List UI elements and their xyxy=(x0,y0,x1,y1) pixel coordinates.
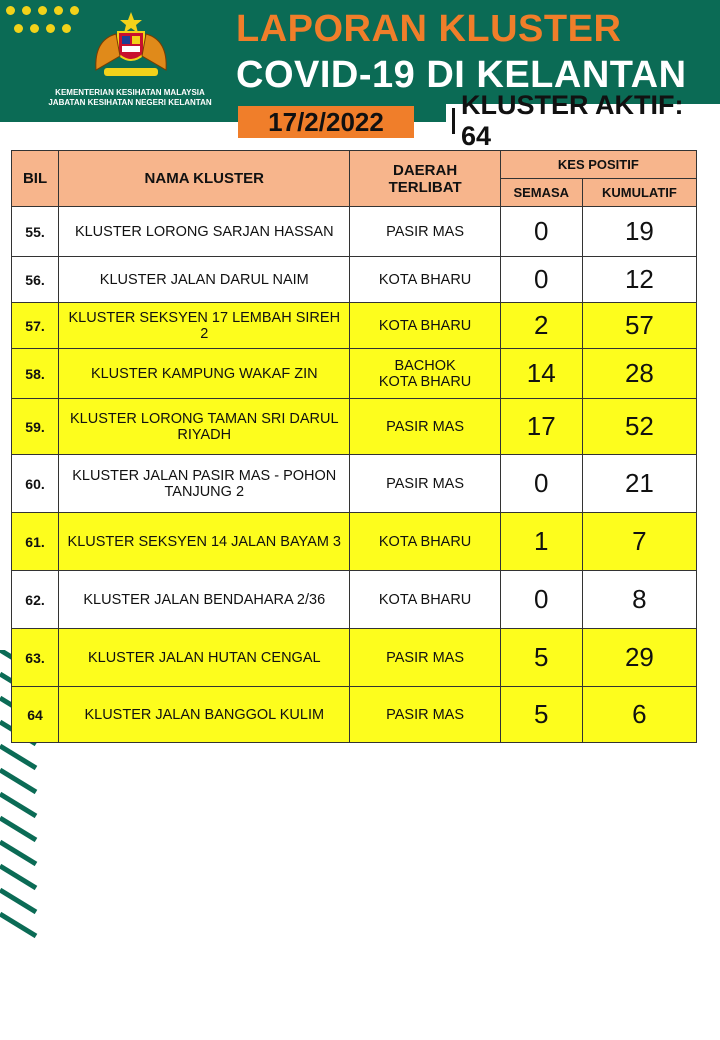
cell-semasa: 17 xyxy=(500,399,582,455)
header-daerah-line-1: DAERAH xyxy=(393,161,458,179)
cluster-table xyxy=(11,150,697,743)
cell-daerah xyxy=(350,513,500,571)
coat-of-arms-icon xyxy=(76,10,186,82)
cell-semasa: 2 xyxy=(500,303,582,349)
cell-daerah xyxy=(350,399,500,455)
cell-cluster-name xyxy=(59,687,350,743)
decorative-dots xyxy=(6,6,86,46)
ministry-label xyxy=(30,88,230,108)
ministry-line-1: KEMENTERIAN KESIHATAN MALAYSIA xyxy=(55,88,205,97)
cell-bil: 61. xyxy=(12,513,59,571)
cell-kumulatif: 28 xyxy=(582,349,696,399)
header-daerah xyxy=(350,151,500,207)
cell-bil: 56. xyxy=(12,257,59,303)
cluster-name-line: KLUSTER JALAN DARUL NAIM xyxy=(99,271,309,288)
cell-cluster-name xyxy=(59,629,350,687)
cell-kumulatif: 57 xyxy=(582,303,696,349)
cell-bil: 58. xyxy=(12,349,59,399)
header-daerah-line-2: TERLIBAT xyxy=(388,178,462,196)
cell-cluster-name xyxy=(59,207,350,257)
cluster-name-line: KLUSTER KAMPUNG WAKAF ZIN xyxy=(90,365,318,382)
cell-semasa: 5 xyxy=(500,629,582,687)
table-row xyxy=(12,349,697,399)
table-row xyxy=(12,207,697,257)
cell-cluster-name xyxy=(59,257,350,303)
cluster-name-line: KLUSTER SEKSYEN 17 LEMBAH SIREH 2 xyxy=(68,309,341,342)
daerah-line: KOTA BHARU xyxy=(378,533,472,550)
table-row xyxy=(12,687,697,743)
cluster-name-line: KLUSTER JALAN BENDAHARA 2/36 xyxy=(83,591,326,608)
daerah-line: BACHOK xyxy=(394,357,456,374)
cell-semasa: 1 xyxy=(500,513,582,571)
active-cluster-label: KLUSTER AKTIF: 64 xyxy=(460,90,684,151)
cell-cluster-name xyxy=(59,571,350,629)
cell-kumulatif: 21 xyxy=(582,455,696,513)
cell-cluster-name xyxy=(59,513,350,571)
table-row xyxy=(12,303,697,349)
cell-bil: 64 xyxy=(12,687,59,743)
cluster-name-line: KLUSTER SEKSYEN 14 JALAN BAYAM 3 xyxy=(67,533,341,550)
cluster-name-line: KLUSTER LORONG TAMAN SRI DARUL xyxy=(69,410,339,427)
table-row xyxy=(12,257,697,303)
cell-bil: 60. xyxy=(12,455,59,513)
cluster-name-line: TANJUNG 2 xyxy=(164,483,245,500)
cell-daerah xyxy=(350,207,500,257)
cell-cluster-name xyxy=(59,399,350,455)
report-subtitle: COVID-19 DI KELANTAN xyxy=(236,54,687,96)
cell-kumulatif: 7 xyxy=(582,513,696,571)
cell-daerah xyxy=(350,571,500,629)
cell-daerah xyxy=(350,349,500,399)
cell-kumulatif: 19 xyxy=(582,207,696,257)
daerah-line: PASIR MAS xyxy=(386,223,465,240)
cluster-name-line: KLUSTER JALAN PASIR MAS - POHON xyxy=(72,467,337,484)
daerah-line: PASIR MAS xyxy=(386,475,465,492)
cluster-rows xyxy=(12,207,697,743)
cell-semasa: 5 xyxy=(500,687,582,743)
table-row xyxy=(12,571,697,629)
cell-semasa: 14 xyxy=(500,349,582,399)
cell-daerah xyxy=(350,303,500,349)
header-semasa: SEMASA xyxy=(500,179,582,207)
cell-semasa: 0 xyxy=(500,257,582,303)
cell-daerah xyxy=(350,455,500,513)
daerah-line: KOTA BHARU xyxy=(378,271,472,288)
cell-bil: 63. xyxy=(12,629,59,687)
header-kes-positif: KES POSITIF xyxy=(500,151,696,179)
cell-kumulatif: 29 xyxy=(582,629,696,687)
cell-semasa: 0 xyxy=(500,571,582,629)
cell-semasa: 0 xyxy=(500,207,582,257)
cell-bil: 62. xyxy=(12,571,59,629)
table-row xyxy=(12,629,697,687)
daerah-line: PASIR MAS xyxy=(386,418,465,435)
cell-kumulatif: 8 xyxy=(582,571,696,629)
cell-bil: 59. xyxy=(12,399,59,455)
cell-bil: 55. xyxy=(12,207,59,257)
daerah-line: KOTA BHARU xyxy=(378,373,472,390)
cell-cluster-name xyxy=(59,455,350,513)
header-kumulatif: KUMULATIF xyxy=(582,179,696,207)
cell-kumulatif: 12 xyxy=(582,257,696,303)
cell-daerah xyxy=(350,629,500,687)
cluster-name-line: RIYADH xyxy=(177,426,232,443)
report-title: LAPORAN KLUSTER xyxy=(236,8,622,50)
daerah-line: KOTA BHARU xyxy=(378,591,472,608)
cell-cluster-name xyxy=(59,303,350,349)
cell-bil: 57. xyxy=(12,303,59,349)
cluster-name-line: KLUSTER JALAN BANGGOL KULIM xyxy=(84,706,325,723)
cell-daerah xyxy=(350,257,500,303)
cluster-name-line: KLUSTER JALAN HUTAN CENGAL xyxy=(87,649,321,666)
cell-semasa: 0 xyxy=(500,455,582,513)
ministry-line-2: JABATAN KESIHATAN NEGERI KELANTAN xyxy=(48,98,212,107)
daerah-line: KOTA BHARU xyxy=(378,317,472,334)
daerah-line: PASIR MAS xyxy=(386,649,465,666)
divider-bar xyxy=(452,108,455,134)
daerah-line: PASIR MAS xyxy=(386,706,465,723)
cell-cluster-name xyxy=(59,349,350,399)
header-bil: BIL xyxy=(12,151,59,207)
cell-kumulatif: 6 xyxy=(582,687,696,743)
report-date: 17/2/2022 xyxy=(238,106,414,138)
cell-kumulatif: 52 xyxy=(582,399,696,455)
header-name: NAMA KLUSTER xyxy=(59,151,350,207)
cluster-name-line: KLUSTER LORONG SARJAN HASSAN xyxy=(74,223,334,240)
active-cluster-count xyxy=(446,90,720,151)
cell-daerah xyxy=(350,687,500,743)
table-row xyxy=(12,455,697,513)
table-row xyxy=(12,513,697,571)
table-row xyxy=(12,399,697,455)
